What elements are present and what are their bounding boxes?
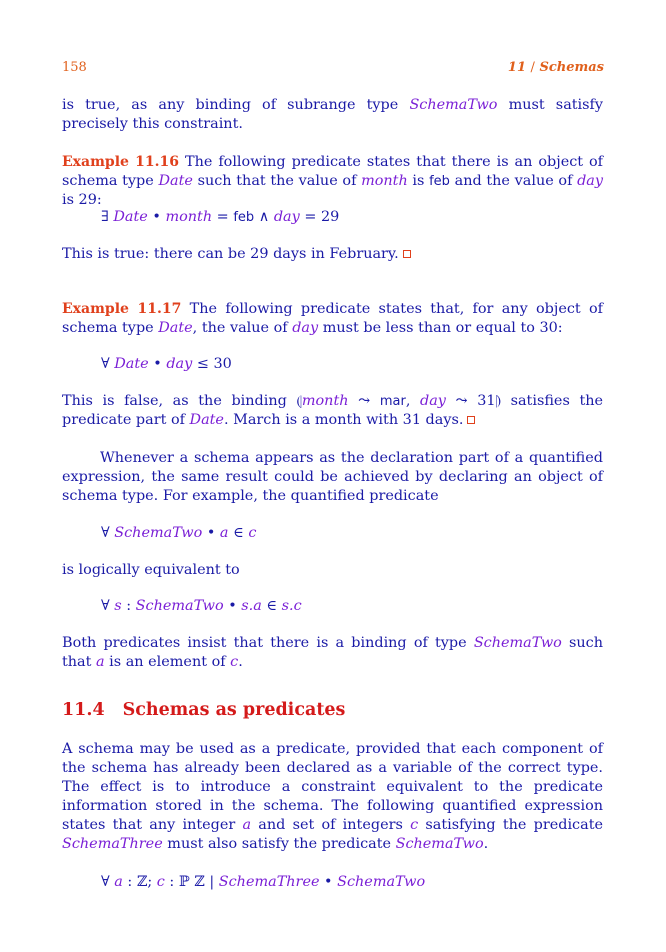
running-header xyxy=(508,60,604,75)
text: is xyxy=(407,173,430,189)
variable: c xyxy=(410,817,419,833)
example-label: Example 11.16 xyxy=(62,154,180,170)
operator: • xyxy=(147,209,166,225)
text: , xyxy=(405,393,421,409)
qed-box-icon xyxy=(403,250,411,258)
operator: ∧ xyxy=(254,209,274,225)
paragraph-both xyxy=(62,634,603,672)
text: The following predicate states that there is an object of schema type xyxy=(62,154,604,189)
text: , the value of xyxy=(192,320,293,336)
constant: feb xyxy=(429,174,450,189)
type-declaration: : ℤ; xyxy=(122,874,157,890)
text: . xyxy=(483,836,489,852)
example-11-16-conclusion xyxy=(62,245,603,264)
text: such that xyxy=(62,635,603,670)
variable: Date xyxy=(189,412,224,428)
text: This is true: there can be 29 days in February. xyxy=(62,246,399,262)
text: . xyxy=(238,654,243,670)
variable: SchemaThree xyxy=(218,874,320,890)
variable: month xyxy=(361,173,408,189)
operator: • xyxy=(319,874,338,890)
text: is an element of xyxy=(104,654,231,670)
variable: a xyxy=(219,525,229,541)
variable: a xyxy=(96,654,105,670)
quantifier: ∃ xyxy=(101,209,114,225)
variable: Date xyxy=(158,320,193,336)
header-separator: / xyxy=(530,60,535,75)
operator: ∈ xyxy=(261,598,282,614)
variable: SchemaTwo xyxy=(473,635,562,651)
type-declaration: : ℙ ℤ | xyxy=(164,874,219,890)
operator: • xyxy=(202,525,220,541)
text: 31 xyxy=(477,393,496,409)
text: is 29: xyxy=(62,192,102,208)
page-number: 158 xyxy=(62,60,87,75)
operator: : xyxy=(121,598,136,614)
operator: • xyxy=(223,598,242,614)
text: and the value of xyxy=(449,173,578,189)
variable: SchemaTwo xyxy=(395,836,484,852)
variable: s.a xyxy=(241,598,262,614)
formula-forall-date xyxy=(101,355,232,374)
quantifier: ∀ xyxy=(101,525,115,541)
variable: SchemaTwo xyxy=(337,874,426,890)
operator: • xyxy=(148,356,167,372)
variable: c xyxy=(230,654,239,670)
paragraph-equivalent: is logically equivalent to xyxy=(62,562,240,578)
text: and set of integers xyxy=(251,817,411,833)
variable: Date xyxy=(113,209,148,225)
text: must be less than or equal to 30: xyxy=(318,320,563,336)
formula-forall-s xyxy=(101,597,302,616)
variable: Date xyxy=(158,173,193,189)
variable: day xyxy=(273,209,300,225)
quantifier: ∀ xyxy=(101,598,115,614)
formula-forall-ac xyxy=(101,873,425,892)
paragraph-intro xyxy=(62,96,603,134)
text: The following predicate states that, for any object of schema type xyxy=(62,301,603,336)
variable: s xyxy=(114,598,122,614)
variable: month xyxy=(165,209,213,225)
text: ≤ 30 xyxy=(192,356,232,372)
variable: a xyxy=(242,817,252,833)
qed-box-icon xyxy=(467,416,475,424)
text: must satisfy precisely this constraint. xyxy=(62,97,603,132)
variable: day xyxy=(292,320,319,336)
section-number: 11.4 xyxy=(62,700,105,720)
variable: Date xyxy=(114,356,149,372)
paragraph-schema-predicate xyxy=(62,740,603,854)
text: satisfying the predicate xyxy=(418,817,603,833)
text: This is false, as the binding xyxy=(62,393,297,409)
binding-bracket: ⦇ xyxy=(296,393,302,409)
quantifier: ∀ xyxy=(101,356,115,372)
variable: SchemaThree xyxy=(62,836,163,852)
quantifier: ∀ xyxy=(101,874,115,890)
variable: day xyxy=(166,356,193,372)
text: Both predicates insist that there is a binding of type xyxy=(62,635,474,651)
text: satisfies the predicate part of xyxy=(62,393,604,428)
text: such that the value of xyxy=(192,173,362,189)
schema-name: SchemaTwo xyxy=(409,97,498,113)
operator: ∈ xyxy=(228,525,249,541)
text: = 29 xyxy=(299,209,340,225)
example-label: Example 11.17 xyxy=(62,301,182,317)
variable: c xyxy=(156,874,165,890)
text: must also satisfy the predicate xyxy=(162,836,396,852)
operator: = xyxy=(212,209,234,225)
variable: day xyxy=(577,173,604,189)
operator: ⤳ xyxy=(348,393,380,409)
chapter-number: 11 xyxy=(507,60,527,75)
section-heading xyxy=(62,700,345,720)
section-title: Schemas as predicates xyxy=(122,700,346,720)
example-11-17 xyxy=(62,300,603,338)
example-11-17-conclusion xyxy=(62,392,603,430)
text: . March is a month with 31 days. xyxy=(223,412,464,428)
variable: day xyxy=(420,393,446,409)
variable: s.c xyxy=(281,598,302,614)
variable: month xyxy=(301,393,349,409)
formula-forall-schematwo xyxy=(101,524,256,543)
paragraph-whenever: Whenever a schema appears as the declaration part of a quantified expression, the same result could be achieved by declaring an object of schema type. For example, the quantified predicate xyxy=(62,450,603,504)
constant: mar xyxy=(379,394,406,409)
formula-exists-date xyxy=(101,208,339,227)
chapter-title: Schemas xyxy=(539,60,604,75)
example-11-16 xyxy=(62,153,603,210)
variable: c xyxy=(248,525,257,541)
variable: a xyxy=(114,874,123,890)
operator: ⤳ xyxy=(445,393,478,409)
text: is true, as any binding of subrange type xyxy=(62,97,410,113)
text: A schema may be used as a predicate, provided that each component of the schema has already been declared as a variable of the correct type. The effect is to introduce a constraint equivalent to the predicate information stored in the schema. The following quantified expression states that any integer xyxy=(62,741,603,833)
variable: SchemaTwo xyxy=(135,598,224,614)
binding-bracket: ⦈ xyxy=(495,393,501,409)
constant: feb xyxy=(233,210,255,225)
variable: SchemaTwo xyxy=(114,525,203,541)
